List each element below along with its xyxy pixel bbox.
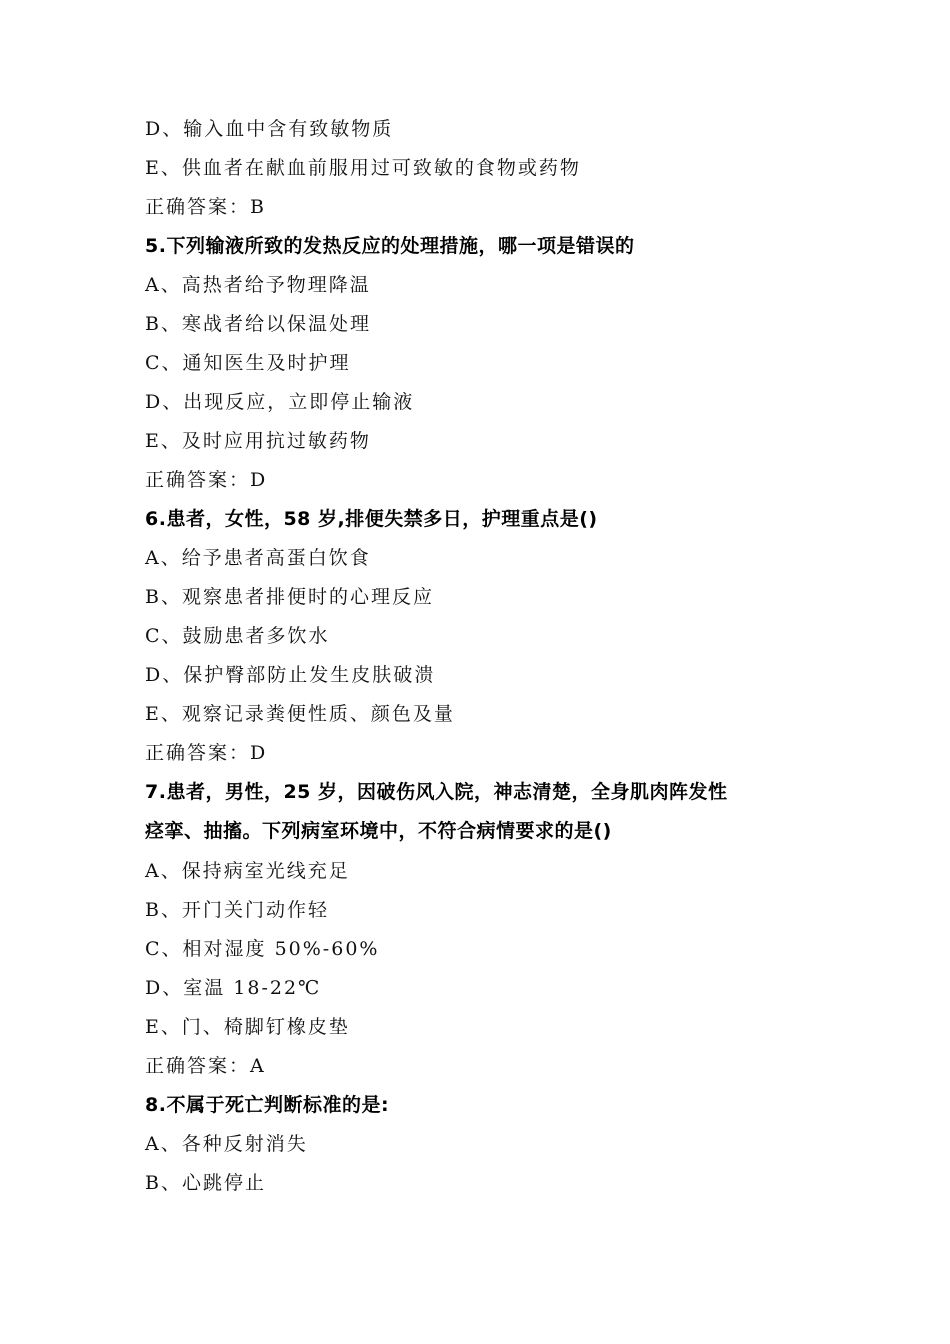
answer-line: 正确答案：B	[145, 196, 266, 218]
option-line: C、通知医生及时护理	[145, 352, 351, 374]
option-line: E、供血者在献血前服用过可致敏的食物或药物	[145, 157, 581, 179]
question-line: 5.下列输液所致的发热反应的处理措施，哪一项是错误的	[145, 235, 635, 257]
option-line: B、心跳停止	[145, 1172, 266, 1194]
option-line: E、门、椅脚钉橡皮垫	[145, 1016, 350, 1038]
option-line: A、保持病室光线充足	[145, 860, 350, 882]
option-line: D、输入血中含有致敏物质	[145, 118, 394, 140]
answer-line: 正确答案：D	[145, 742, 268, 764]
option-line: D、保护臀部防止发生皮肤破溃	[145, 664, 436, 686]
question-line: 7.患者，男性，25 岁，因破伤风入院，神志清楚，全身肌肉阵发性	[145, 781, 728, 803]
answer-line: 正确答案：A	[145, 1055, 266, 1077]
option-line: B、观察患者排便时的心理反应	[145, 586, 434, 608]
option-line: D、室温 18-22℃	[145, 977, 322, 999]
option-line: D、出现反应，立即停止输液	[145, 391, 415, 413]
option-line: B、寒战者给以保温处理	[145, 313, 371, 335]
option-line: C、相对湿度 50%-60%	[145, 938, 380, 960]
option-line: B、开门关门动作轻	[145, 899, 329, 921]
question-line: 痉挛、抽搐。下列病室环境中，不符合病情要求的是()	[145, 820, 612, 842]
option-line: A、给予患者高蛋白饮食	[145, 547, 371, 569]
question-line: 8.不属于死亡判断标准的是:	[145, 1094, 390, 1116]
option-line: C、鼓励患者多饮水	[145, 625, 330, 647]
option-line: A、各种反射消失	[145, 1133, 308, 1155]
option-line: E、观察记录粪便性质、颜色及量	[145, 703, 455, 725]
question-line: 6.患者，女性，58 岁,排便失禁多日，护理重点是()	[145, 508, 598, 530]
answer-line: 正确答案：D	[145, 469, 268, 491]
option-line: A、高热者给予物理降温	[145, 274, 371, 296]
option-line: E、及时应用抗过敏药物	[145, 430, 371, 452]
